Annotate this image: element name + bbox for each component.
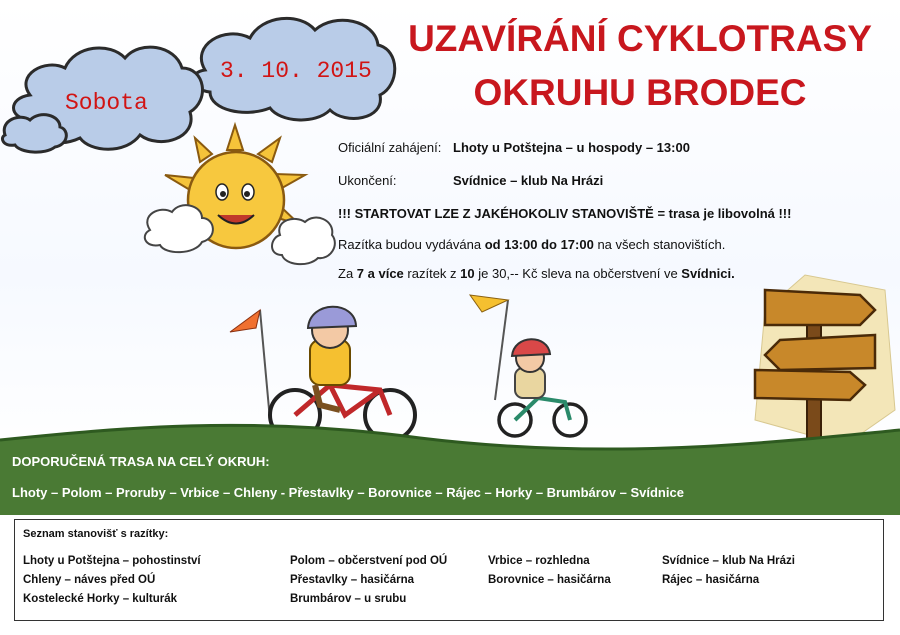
station-item: Přestavlky – hasičárna [290,574,415,586]
station-item: Lhoty u Potštejna – pohostinství [23,555,201,567]
station-item: Brumbárov – u srubu [290,593,407,605]
station-item: Kostelecké Horky – kulturák [23,593,178,605]
discount-pre: Za [338,266,357,281]
discount-mid: razítek z [403,266,461,281]
station-item: Chleny – náves před OÚ [23,574,156,586]
cloud-small [2,115,66,152]
sun-illustration [140,120,340,280]
stamps-text-post: na všech stanovištích. [593,237,726,252]
station-item: Rájec – hasičárna [662,574,760,586]
day-label: Sobota [65,90,148,116]
stamps-row [338,237,725,252]
route-stops: Lhoty – Polom – Proruby – Vrbice – Chleny - Přestavlky – Borovnice – Rájec – Horky – Brumbárov – Svídnice [12,485,684,500]
date-label: 3. 10. 2015 [220,58,372,84]
end-value: Svídnice – klub Na Hrázi [453,173,604,188]
discount-row [338,266,735,281]
station-item: Polom – občerstvení pod OÚ [290,555,448,567]
discount-total: 10 [460,266,475,281]
discount-count: 7 a více [356,266,404,281]
end-label: Ukončení: [338,173,397,188]
start-anywhere-notice: !!! STARTOVAT LZE Z JAKÉHOKOLIV STANOVIŠTĚ = trasa je libovolná !!! [338,206,792,221]
stamps-hours: od 13:00 do 17:00 [484,237,594,252]
station-item: Vrbice – rozhledna [488,555,590,567]
stations-box [14,519,884,621]
title-line-2: OKRUHU BRODEC [473,72,807,113]
stations-heading: Seznam stanovišť s razítky: [23,528,169,540]
discount-place: Svídnici. [681,266,735,281]
station-item: Svídnice – klub Na Hrázi [662,555,795,567]
start-label: Oficiální zahájení: [338,140,442,155]
notice-row [338,206,791,221]
start-row [338,140,690,155]
station-item: Borovnice – hasičárna [488,574,611,586]
stamps-text-pre: Razítka budou vydávána [338,237,485,252]
route-heading: DOPORUČENÁ TRASA NA CELÝ OKRUH: [12,454,270,469]
end-row [338,173,603,188]
start-value: Lhoty u Potštejna – u hospody – 13:00 [453,140,690,155]
discount-mid2: je 30,-- Kč sleva na občerstvení ve [474,266,682,281]
title-line-1: UZAVÍRÁNÍ CYKLOTRASY [408,18,872,59]
